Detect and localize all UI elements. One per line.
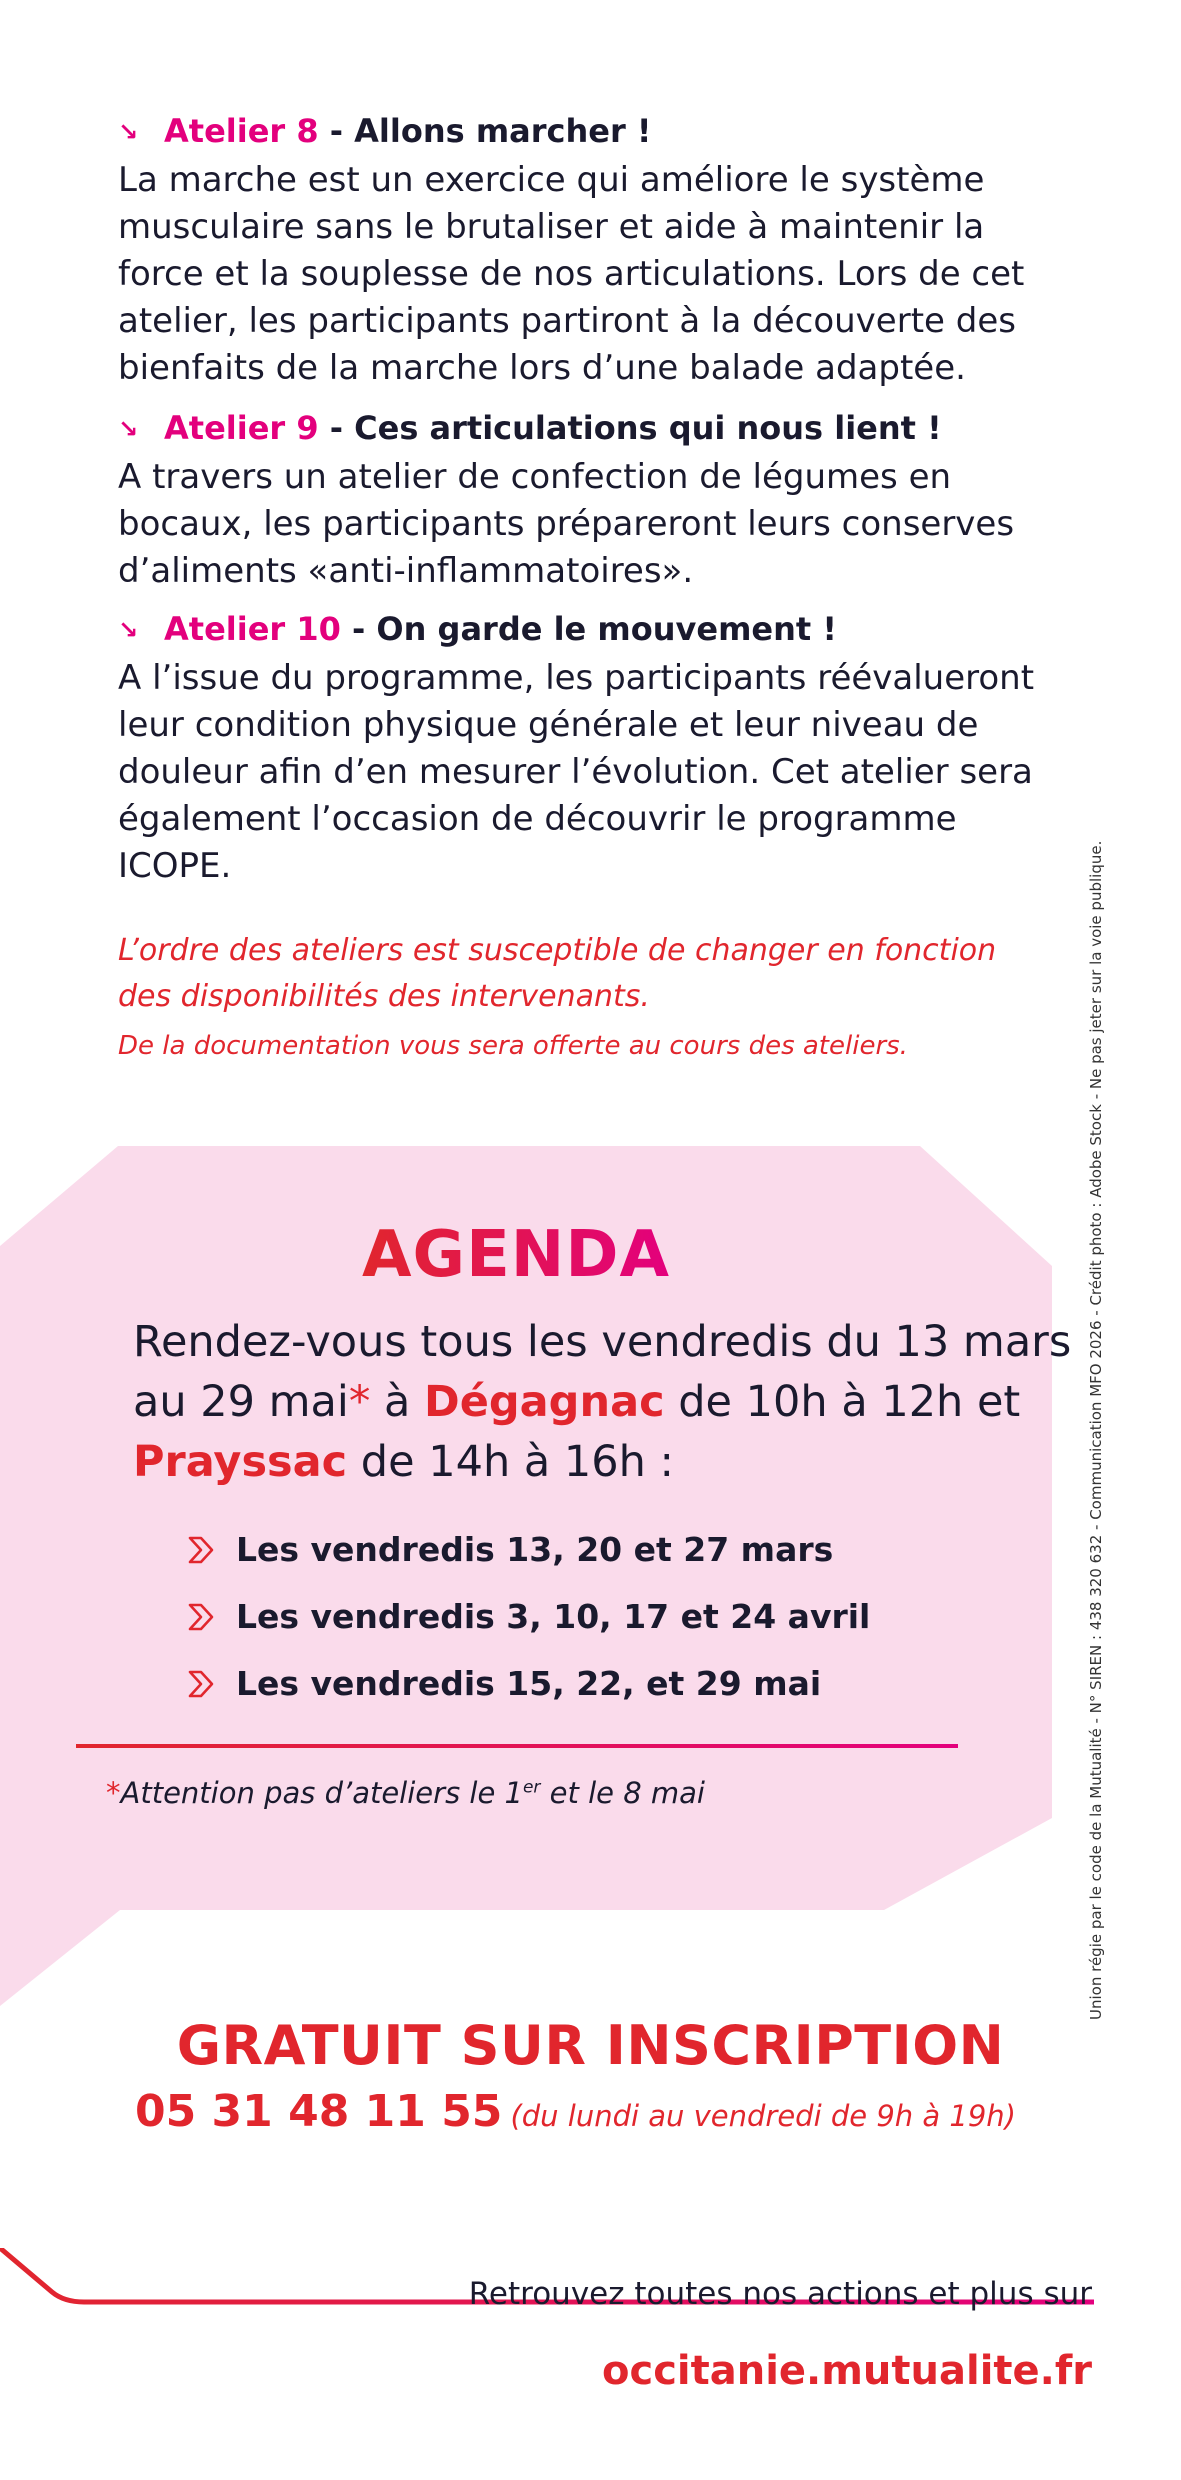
free-registration-headline: GRATUIT SUR INSCRIPTION <box>176 2014 1005 2077</box>
atelier-8 <box>118 108 1068 392</box>
agenda-intro-text: de 14h à 16h : <box>347 1437 675 1487</box>
chevron-right-icon <box>186 1669 216 1699</box>
list-item <box>186 1516 870 1583</box>
arrow-down-right-icon: ↘ <box>118 616 139 644</box>
footnote-text: et le 8 mai <box>540 1776 705 1810</box>
website-link[interactable]: occitanie.mutualite.fr <box>602 2348 1092 2394</box>
atelier-heading <box>118 108 1068 157</box>
footer-tagline: Retrouvez toutes nos actions et plus sur <box>468 2276 1092 2312</box>
footnote-text: Attention pas d’ateliers le 1 <box>120 1776 523 1810</box>
atelier-title: Allons marcher ! <box>354 112 652 150</box>
agenda-footnote <box>106 1776 705 1810</box>
phone-number[interactable]: 05 31 48 11 55 <box>135 2086 503 2137</box>
date-item-label: Les vendredis 3, 10, 17 et 24 avril <box>236 1597 871 1636</box>
date-item-label: Les vendredis 15, 22, et 29 mai <box>236 1664 822 1703</box>
asterisk: * <box>348 1377 371 1427</box>
atelier-separator: - <box>340 610 377 648</box>
agenda-intro-text: à <box>370 1377 425 1427</box>
atelier-number: Atelier 9 <box>164 409 319 447</box>
agenda-title: AGENDA <box>362 1218 670 1292</box>
footnote-superscript: er <box>522 1777 541 1798</box>
list-item <box>186 1650 870 1717</box>
atelier-heading <box>118 405 1068 454</box>
chevron-right-icon <box>186 1535 216 1565</box>
date-item-label: Les vendredis 13, 20 et 27 mars <box>236 1530 834 1569</box>
atelier-number: Atelier 10 <box>164 610 341 648</box>
phone-line <box>135 2086 1016 2137</box>
chevron-right-icon <box>186 1602 216 1632</box>
list-item <box>186 1583 870 1650</box>
atelier-heading <box>118 606 1068 655</box>
agenda-intro-text: Rendez-vous tous les vendredis du 13 mars au 29 mai <box>133 1317 1072 1427</box>
atelier-description: La marche est un exercice qui améliore le système musculaire sans le brutaliser et aide à maintenir la force et la souplesse de nos articulations. Lors de cet atelier, les participants partiront à la découverte des bienfaits de la marche lors d’une balade adaptée. <box>118 160 1025 388</box>
atelier-separator: - <box>318 409 355 447</box>
divider <box>76 1744 958 1748</box>
arrow-down-right-icon: ↘ <box>118 415 139 443</box>
atelier-title: Ces articulations qui nous lient ! <box>354 409 942 447</box>
atelier-description: A travers un atelier de confection de légumes en bocaux, les participants prépareront leurs conserves d’aliments «anti-inflammatoires». <box>118 457 1015 591</box>
agenda-intro <box>133 1312 1093 1492</box>
phone-hours: (du lundi au vendredi de 9h à 19h) <box>510 2099 1016 2133</box>
atelier-description: A l’issue du programme, les participants réévalueront leur condition physique générale et leur niveau de douleur afin d’en mesurer l’évolution. Cet atelier sera également l’occasion de découvrir le programme ICOPE. <box>118 658 1035 886</box>
location-degagnac: Dégagnac <box>424 1377 665 1427</box>
atelier-10 <box>118 606 1068 890</box>
location-prayssac: Prayssac <box>133 1437 348 1487</box>
asterisk: * <box>106 1776 121 1810</box>
date-list <box>186 1516 870 1717</box>
documentation-notice: De la documentation vous sera offerte au cours des ateliers. <box>118 1031 908 1061</box>
arrow-down-right-icon: ↘ <box>118 118 139 146</box>
atelier-9 <box>118 405 1068 595</box>
order-notice: L’ordre des ateliers est susceptible de changer en fonction des disponibilités des intervenants. <box>118 933 997 1014</box>
legal-notice: Union régie par le code de la Mutualité - N° SIREN : 438 320 632 - Communication MFO 2026 - Crédit photo : Adobe Stock - Ne pas jeter sur la voie publique. <box>1087 840 1105 2020</box>
atelier-number: Atelier 8 <box>164 112 319 150</box>
atelier-separator: - <box>318 112 355 150</box>
atelier-title: On garde le mouvement ! <box>376 610 837 648</box>
agenda-intro-text: de 10h à 12h et <box>664 1377 1021 1427</box>
